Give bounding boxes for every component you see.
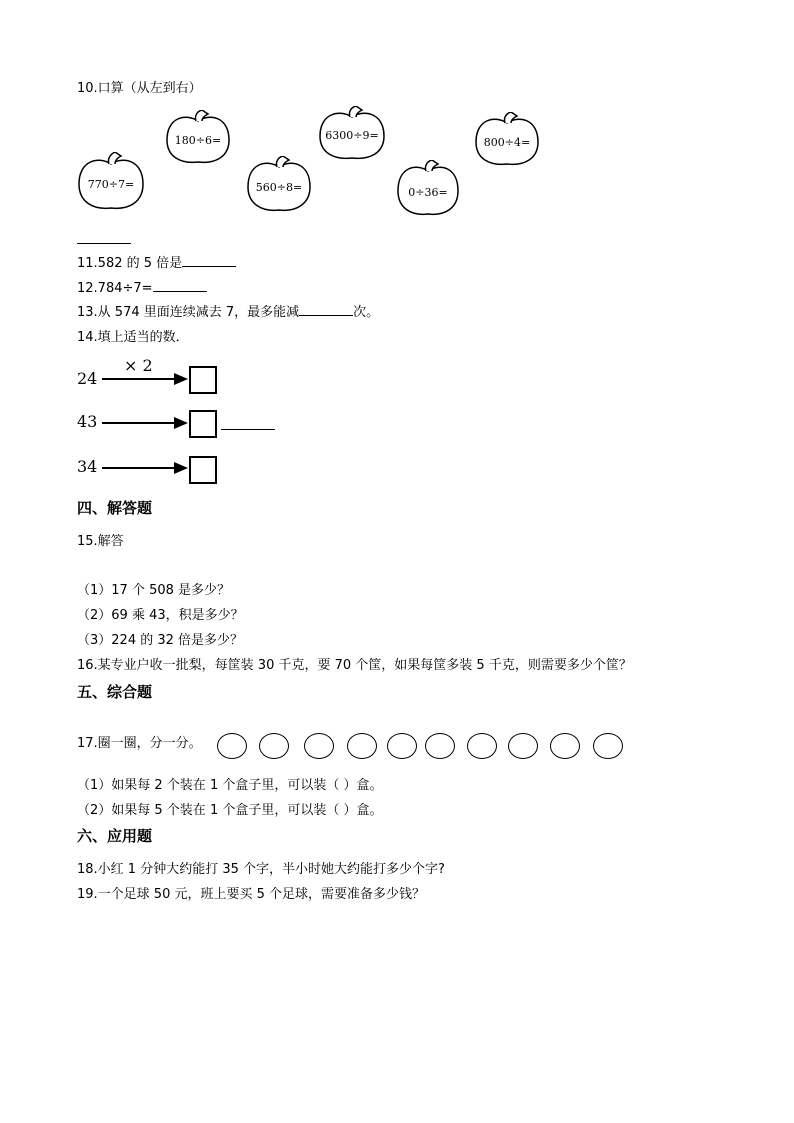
arrow-icon [102, 416, 188, 430]
circle-shape[interactable] [508, 733, 538, 759]
q15-item-1: （1）17 个 508 是多少？ [77, 583, 231, 598]
q15-item-3: （3）224 的 32 倍是多少？ [77, 633, 244, 648]
apple-problem-5 [396, 160, 460, 218]
q16: 16.某专业户收一批梨，每筐装 30 千克，要 70 个筐，如果每筐多装 5 千克，则需要多少个筐？ [77, 658, 632, 673]
q13-suffix: 次。 [353, 305, 380, 320]
apple-problem-text: 6300÷9= [325, 129, 379, 142]
q14-number-1: 24 [77, 369, 98, 388]
q11-text: 11.582 的 5 倍是 [77, 256, 183, 271]
circle-shape[interactable] [467, 733, 497, 759]
multiply-operator: × 2 [124, 356, 153, 375]
q10-label: 10.口算（从左到右） [77, 81, 202, 96]
q17-label: 17.圈一圈，分一分。 [77, 736, 202, 751]
q15-item-2: （2）69 乘 43，积是多少？ [77, 608, 244, 623]
q11-answer-blank[interactable] [182, 266, 236, 267]
apple-problem-3 [246, 156, 312, 214]
apple-problem-6 [474, 112, 540, 168]
circle-shape[interactable] [387, 733, 417, 759]
q12-answer-blank[interactable] [153, 291, 207, 292]
q13 [77, 304, 379, 322]
q14-number-2: 43 [77, 412, 98, 431]
q19: 19.一个足球 50 元，班上要买 5 个足球，需要准备多少钱？ [77, 887, 426, 902]
q15-label: 15.解答 [77, 534, 124, 549]
q12 [77, 280, 207, 298]
q17-item-2: （2）如果每 5 个装在 1 个盒子里，可以装（ ）盒。 [77, 803, 383, 818]
circle-shape[interactable] [550, 733, 580, 759]
circle-shape[interactable] [259, 733, 289, 759]
apple-problem-text: 560÷8= [255, 181, 303, 194]
q11 [77, 255, 236, 273]
apple-problem-text: 770÷7= [87, 178, 135, 191]
circle-shape[interactable] [304, 733, 334, 759]
q14-number-3: 34 [77, 457, 98, 476]
circle-shape[interactable] [347, 733, 377, 759]
q14-answer-box-1[interactable] [189, 366, 217, 394]
q17-item-1: （1）如果每 2 个装在 1 个盒子里，可以装（ ）盒。 [77, 778, 383, 793]
arrow-icon [102, 372, 188, 386]
q18: 18.小红 1 分钟大约能打 35 个字，半小时她大约能打多少个字? [77, 862, 445, 877]
apple-problem-text: 0÷36= [408, 186, 448, 199]
circle-shape[interactable] [217, 733, 247, 759]
q13-answer-blank[interactable] [299, 315, 353, 316]
q13-text: 13.从 574 里面连续减去 7，最多能减 [77, 305, 300, 320]
q10-answer-blank[interactable] [77, 243, 131, 244]
apple-problem-2 [165, 110, 231, 166]
circle-shape[interactable] [593, 733, 623, 759]
apple-problem-text: 180÷6= [174, 134, 222, 147]
q14-answer-box-2[interactable] [189, 410, 217, 438]
q14-label: 14.填上适当的数． [77, 330, 189, 345]
apple-problem-1 [77, 152, 145, 212]
section-5-heading: 五、综合题 [77, 683, 153, 701]
q14-answer-box-3[interactable] [189, 456, 217, 484]
apple-problem-text: 800÷4= [483, 136, 531, 149]
arrow-icon [102, 461, 188, 475]
q14-answer-blank[interactable] [221, 429, 275, 430]
section-4-heading: 四、解答题 [77, 499, 153, 517]
apple-problem-4 [318, 106, 386, 162]
q12-text: 12.784÷7= [77, 281, 153, 296]
circle-shape[interactable] [425, 733, 455, 759]
section-6-heading: 六、应用题 [77, 827, 153, 845]
